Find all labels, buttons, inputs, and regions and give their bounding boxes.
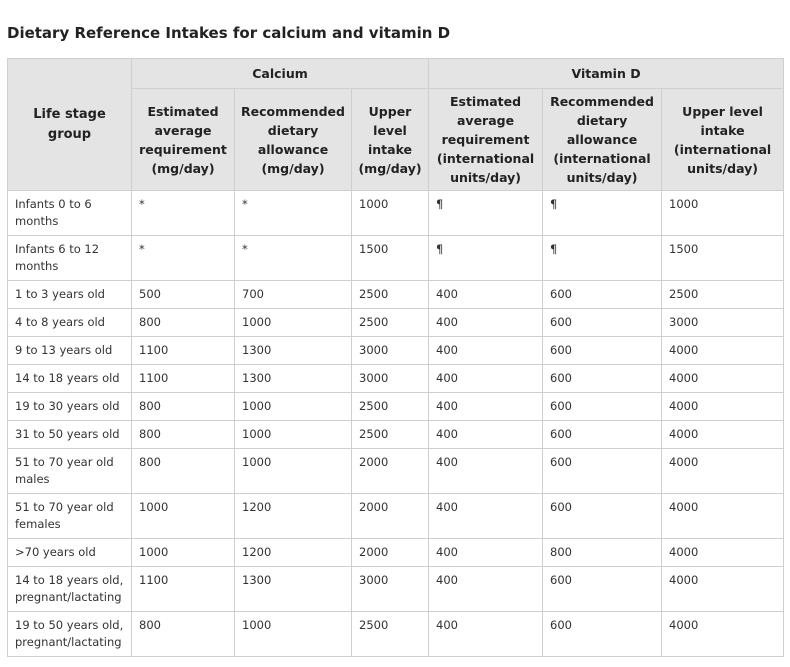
life-stage-cell: 19 to 50 years old, pregnant/lactating <box>8 612 132 657</box>
vitamin-d-ear-cell: ¶ <box>429 236 543 281</box>
vitamin-d-rda-cell: 600 <box>543 281 662 309</box>
vitamin-d-rda-cell: 600 <box>543 449 662 494</box>
vitamin-d-ear-cell: 400 <box>429 337 543 365</box>
table-row <box>8 421 784 449</box>
vitamin-d-ul-cell: 4000 <box>662 494 784 539</box>
table-row <box>8 539 784 567</box>
vitamin-d-rda-cell: 800 <box>543 539 662 567</box>
calcium-rda-cell: 1300 <box>235 567 352 612</box>
vitamin-d-ear-cell: ¶ <box>429 191 543 236</box>
vitamin-d-ul-cell: 4000 <box>662 337 784 365</box>
vitamin-d-ear-cell: 400 <box>429 494 543 539</box>
calcium-ul-cell: 2500 <box>352 393 429 421</box>
header-vitamin-d-ear: Estimated average requirement (international units/day) <box>429 89 543 191</box>
vitamin-d-ul-cell: 1500 <box>662 236 784 281</box>
calcium-rda-cell: 1000 <box>235 612 352 657</box>
vitamin-d-ear-cell: 400 <box>429 421 543 449</box>
header-vitamin-d-ul: Upper level intake (international units/day) <box>662 89 784 191</box>
calcium-rda-cell: * <box>235 236 352 281</box>
vitamin-d-rda-cell: ¶ <box>543 191 662 236</box>
calcium-ear-cell: * <box>132 191 235 236</box>
life-stage-cell: 4 to 8 years old <box>8 309 132 337</box>
calcium-rda-cell: 1300 <box>235 337 352 365</box>
vitamin-d-ul-cell: 4000 <box>662 449 784 494</box>
vitamin-d-ul-cell: 4000 <box>662 567 784 612</box>
calcium-ear-cell: 1000 <box>132 539 235 567</box>
calcium-rda-cell: 1200 <box>235 539 352 567</box>
vitamin-d-ear-cell: 400 <box>429 281 543 309</box>
vitamin-d-ul-cell: 3000 <box>662 309 784 337</box>
life-stage-cell: 31 to 50 years old <box>8 421 132 449</box>
life-stage-cell: 14 to 18 years old, pregnant/lactating <box>8 567 132 612</box>
life-stage-cell: 1 to 3 years old <box>8 281 132 309</box>
vitamin-d-ul-cell: 4000 <box>662 421 784 449</box>
vitamin-d-ul-cell: 4000 <box>662 539 784 567</box>
table-row <box>8 567 784 612</box>
calcium-ul-cell: 2000 <box>352 494 429 539</box>
calcium-ul-cell: 3000 <box>352 337 429 365</box>
vitamin-d-ul-cell: 4000 <box>662 612 784 657</box>
calcium-ear-cell: 1100 <box>132 567 235 612</box>
life-stage-cell: 51 to 70 year old males <box>8 449 132 494</box>
table-row <box>8 612 784 657</box>
vitamin-d-rda-cell: 600 <box>543 309 662 337</box>
vitamin-d-ear-cell: 400 <box>429 365 543 393</box>
calcium-ear-cell: 800 <box>132 393 235 421</box>
vitamin-d-ul-cell: 4000 <box>662 365 784 393</box>
table-row <box>8 393 784 421</box>
table-row <box>8 337 784 365</box>
table-row <box>8 449 784 494</box>
header-vitamin-d-rda: Recommended dietary allowance (international units/day) <box>543 89 662 191</box>
vitamin-d-ear-cell: 400 <box>429 449 543 494</box>
vitamin-d-ear-cell: 400 <box>429 539 543 567</box>
dri-table <box>7 58 784 657</box>
header-calcium-ul: Upper level intake (mg/day) <box>352 89 429 191</box>
vitamin-d-ul-cell: 2500 <box>662 281 784 309</box>
page-title: Dietary Reference Intakes for calcium and vitamin D <box>7 24 451 42</box>
vitamin-d-ear-cell: 400 <box>429 567 543 612</box>
calcium-rda-cell: 1000 <box>235 421 352 449</box>
calcium-rda-cell: 1000 <box>235 309 352 337</box>
calcium-ear-cell: 1100 <box>132 365 235 393</box>
table-row <box>8 309 784 337</box>
header-group-vitamin-d: Vitamin D <box>429 59 784 89</box>
calcium-ul-cell: 2500 <box>352 309 429 337</box>
calcium-ul-cell: 1000 <box>352 191 429 236</box>
vitamin-d-rda-cell: 600 <box>543 567 662 612</box>
calcium-ear-cell: 800 <box>132 612 235 657</box>
header-life-stage: Life stage group <box>8 59 132 191</box>
calcium-rda-cell: 1000 <box>235 393 352 421</box>
life-stage-cell: 19 to 30 years old <box>8 393 132 421</box>
vitamin-d-rda-cell: ¶ <box>543 236 662 281</box>
life-stage-cell: 9 to 13 years old <box>8 337 132 365</box>
vitamin-d-rda-cell: 600 <box>543 612 662 657</box>
calcium-ear-cell: 1100 <box>132 337 235 365</box>
vitamin-d-rda-cell: 600 <box>543 494 662 539</box>
calcium-ear-cell: 800 <box>132 309 235 337</box>
calcium-ul-cell: 2500 <box>352 612 429 657</box>
calcium-ul-cell: 3000 <box>352 567 429 612</box>
vitamin-d-rda-cell: 600 <box>543 393 662 421</box>
calcium-ear-cell: 500 <box>132 281 235 309</box>
calcium-rda-cell: * <box>235 191 352 236</box>
vitamin-d-ul-cell: 4000 <box>662 393 784 421</box>
calcium-ul-cell: 2500 <box>352 281 429 309</box>
table-row <box>8 191 784 236</box>
table-row <box>8 365 784 393</box>
calcium-ul-cell: 1500 <box>352 236 429 281</box>
table-header <box>8 59 784 191</box>
vitamin-d-ear-cell: 400 <box>429 612 543 657</box>
calcium-ear-cell: 1000 <box>132 494 235 539</box>
life-stage-cell: >70 years old <box>8 539 132 567</box>
vitamin-d-ul-cell: 1000 <box>662 191 784 236</box>
calcium-rda-cell: 1200 <box>235 494 352 539</box>
vitamin-d-rda-cell: 600 <box>543 421 662 449</box>
calcium-rda-cell: 700 <box>235 281 352 309</box>
calcium-ul-cell: 2000 <box>352 539 429 567</box>
vitamin-d-ear-cell: 400 <box>429 309 543 337</box>
vitamin-d-ear-cell: 400 <box>429 393 543 421</box>
calcium-ear-cell: * <box>132 236 235 281</box>
vitamin-d-rda-cell: 600 <box>543 365 662 393</box>
table-body <box>8 191 784 657</box>
calcium-ul-cell: 3000 <box>352 365 429 393</box>
vitamin-d-rda-cell: 600 <box>543 337 662 365</box>
life-stage-cell: Infants 6 to 12 months <box>8 236 132 281</box>
life-stage-cell: 14 to 18 years old <box>8 365 132 393</box>
header-calcium-rda: Recommended dietary allowance (mg/day) <box>235 89 352 191</box>
calcium-ear-cell: 800 <box>132 449 235 494</box>
life-stage-cell: 51 to 70 year old females <box>8 494 132 539</box>
calcium-ul-cell: 2000 <box>352 449 429 494</box>
calcium-rda-cell: 1300 <box>235 365 352 393</box>
header-group-calcium: Calcium <box>132 59 429 89</box>
header-calcium-ear: Estimated average requirement (mg/day) <box>132 89 235 191</box>
calcium-ear-cell: 800 <box>132 421 235 449</box>
table-row <box>8 281 784 309</box>
calcium-rda-cell: 1000 <box>235 449 352 494</box>
life-stage-cell: Infants 0 to 6 months <box>8 191 132 236</box>
table-row <box>8 494 784 539</box>
header-group-row <box>8 59 784 89</box>
table-row <box>8 236 784 281</box>
calcium-ul-cell: 2500 <box>352 421 429 449</box>
